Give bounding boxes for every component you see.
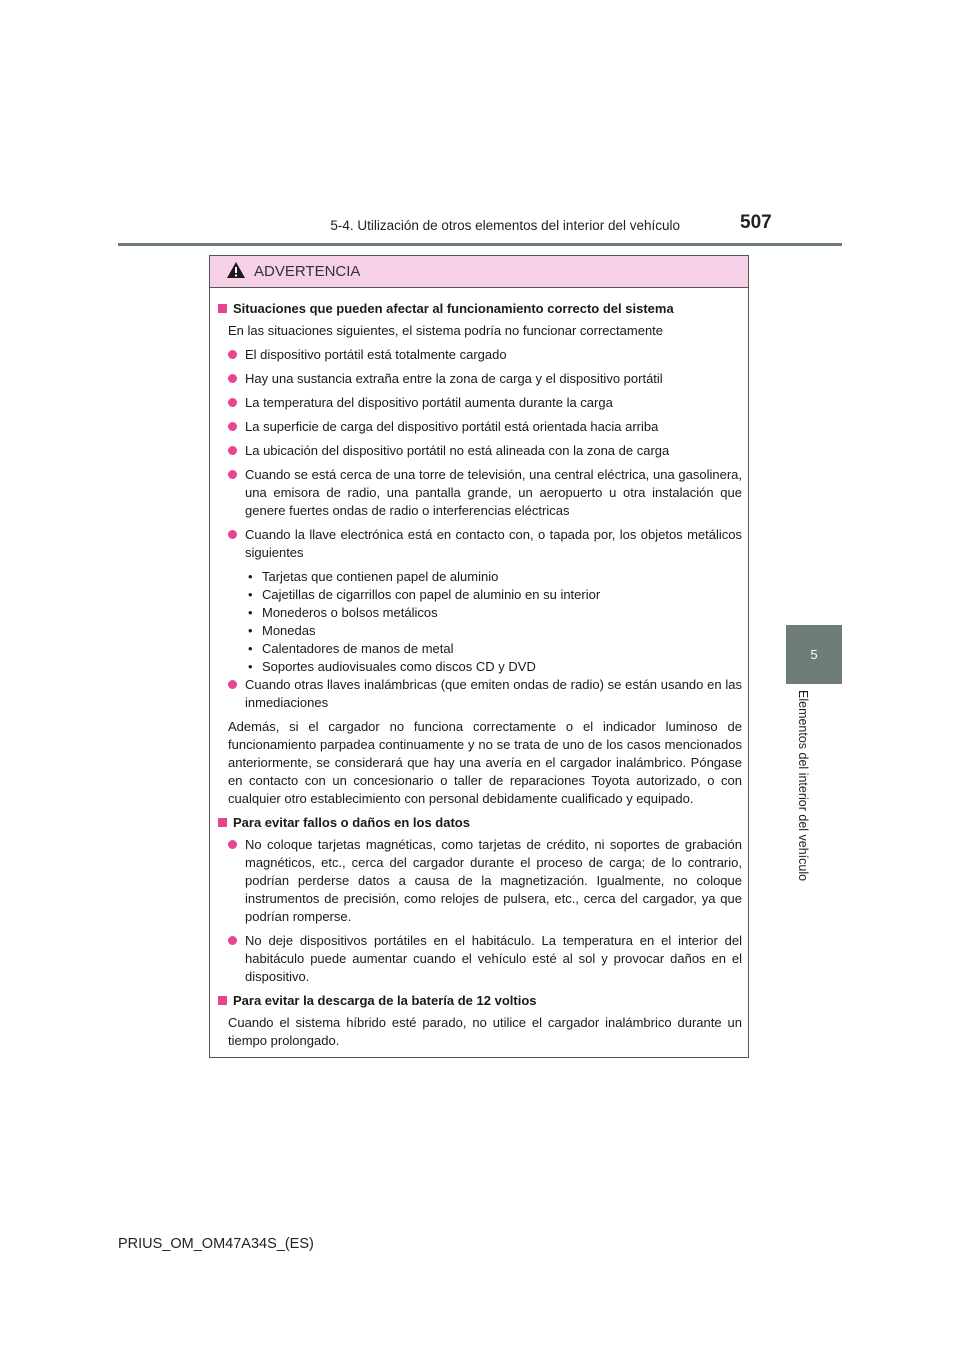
list-item: El dispositivo portátil está totalmente cargado bbox=[228, 346, 742, 364]
circle-bullet-icon bbox=[228, 470, 237, 479]
circle-bullet-icon bbox=[228, 936, 237, 945]
section-title: Para evitar la descarga de la batería de 12 voltios bbox=[218, 992, 742, 1010]
header-section-title: 5-4. Utilización de otros elementos del interior del vehículo bbox=[330, 218, 680, 233]
list-item: Cuando la llave electrónica está en contacto con, o tapada por, los objetos metálicos siguientes bbox=[228, 526, 742, 562]
section-text: Cuando el sistema híbrido esté parado, no utilice el cargador inalámbrico durante un tiempo prolongado. bbox=[228, 1015, 742, 1048]
list-item: Hay una sustancia extraña entre la zona de carga y el dispositivo portátil bbox=[228, 370, 742, 388]
list-item: Cuando se está cerca de una torre de televisión, una central eléctrica, una gasolinera, una emisora de radio, una pantalla grande, un aeropuerto u otra instalación que genere fuertes ondas de radio o interferencias eléctricas bbox=[228, 466, 742, 520]
list-item: La temperatura del dispositivo portátil aumenta durante la carga bbox=[228, 394, 742, 412]
sub-list-item: • Soportes audiovisuales como discos CD y DVD bbox=[248, 658, 742, 676]
sub-list-item: • Monedas bbox=[248, 622, 742, 640]
list-item: Cuando otras llaves inalámbricas (que emiten ondas de radio) se están usando en las inmediaciones bbox=[228, 676, 742, 712]
circle-bullet-icon bbox=[228, 422, 237, 431]
circle-bullet-icon bbox=[228, 350, 237, 359]
section-title: Situaciones que pueden afectar al funcionamiento correcto del sistema bbox=[218, 300, 742, 318]
circle-bullet-icon bbox=[228, 530, 237, 539]
circle-bullet-icon bbox=[228, 446, 237, 455]
sub-list-item: • Cajetillas de cigarrillos con papel de aluminio en su interior bbox=[248, 586, 742, 604]
list-item: La ubicación del dispositivo portátil no está alineada con la zona de carga bbox=[228, 442, 742, 460]
sub-list-item: • Monederos o bolsos metálicos bbox=[248, 604, 742, 622]
document-id: PRIUS_OM_OM47A34S_(ES) bbox=[118, 1236, 314, 1252]
square-bullet-icon bbox=[218, 304, 227, 313]
metal-objects-list bbox=[248, 568, 742, 676]
square-bullet-icon bbox=[218, 996, 227, 1005]
circle-bullet-icon bbox=[228, 374, 237, 383]
circle-bullet-icon bbox=[228, 680, 237, 689]
section-closing: Además, si el cargador no funciona correctamente o el indicador luminoso de funcionamiento parpadea continuamente y no se trata de uno de los casos mencionados anteriormente, se considerará que hay una avería en el cargador inalámbrico. Póngase en contacto con un concesionario o taller de reparaciones Toyota autorizado, o con cualquier otro establecimiento con personal debidamente cualificado y equipado. bbox=[228, 719, 742, 806]
warning-title: ADVERTENCIA bbox=[254, 263, 361, 280]
square-bullet-icon bbox=[218, 818, 227, 827]
sub-list-item: • Tarjetas que contienen papel de aluminio bbox=[248, 568, 742, 586]
list-item: La superficie de carga del dispositivo portátil está orientada hacia arriba bbox=[228, 418, 742, 436]
section-intro: En las situaciones siguientes, el sistema podría no funcionar correctamente bbox=[228, 323, 664, 338]
page-number: 507 bbox=[740, 212, 772, 233]
warning-body bbox=[210, 288, 748, 1050]
chapter-tab bbox=[786, 625, 842, 684]
list-item: No deje dispositivos portátiles en el habitáculo. La temperatura en el interior del habitáculo puede aumentar cuando el vehículo esté al sol y provocar daños en el dispositivo. bbox=[228, 932, 742, 986]
chapter-title: Elementos del interior del vehículo bbox=[796, 690, 810, 882]
list-item: No coloque tarjetas magnéticas, como tarjetas de crédito, ni soportes de grabación magnéticos, etc., cerca del cargador durante el proceso de carga; de lo contrario, podrían perderse datos a causa de la magnetización. Igualmente, no coloque instrumentos de precisión, como relojes de pulsera, etc., cerca del cargador, ya que podrían romperse. bbox=[228, 836, 742, 926]
sub-list-item: • Calentadores de manos de metal bbox=[248, 640, 742, 658]
section-title: Para evitar fallos o daños en los datos bbox=[218, 814, 742, 832]
warning-header bbox=[210, 256, 748, 288]
circle-bullet-icon bbox=[228, 398, 237, 407]
warning-box bbox=[209, 255, 749, 1058]
warning-triangle-icon bbox=[226, 261, 246, 283]
header-divider bbox=[118, 243, 842, 246]
chapter-number: 5 bbox=[810, 647, 818, 662]
circle-bullet-icon bbox=[228, 840, 237, 849]
